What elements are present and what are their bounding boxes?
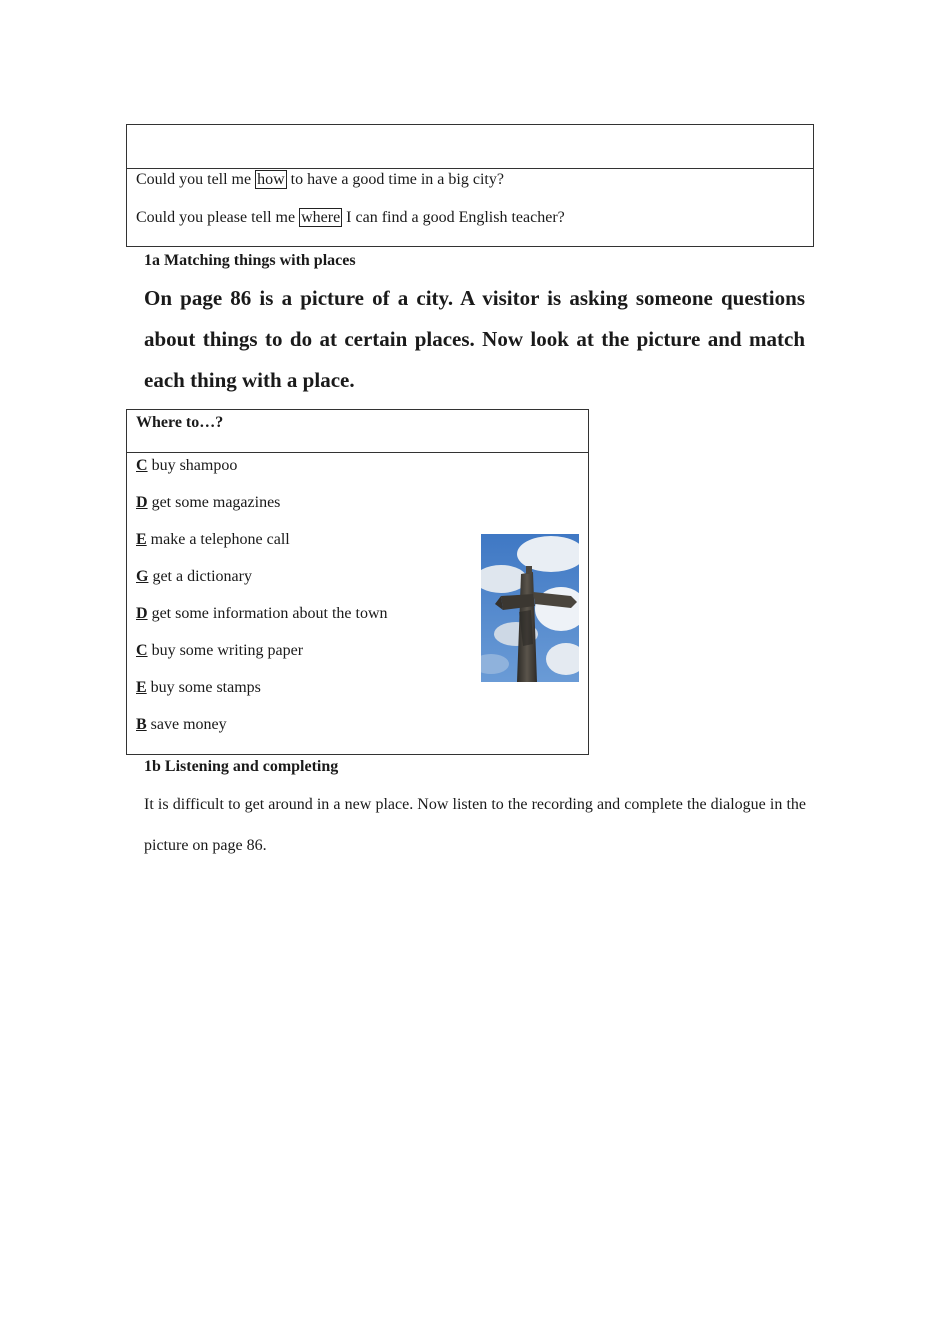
item-text: buy shampoo [151, 457, 238, 474]
section-1a-heading: 1a Matching things with places [144, 252, 356, 269]
list-item [136, 568, 252, 586]
list-item [136, 605, 388, 623]
example-line-2-end: I can find a good English teacher? [346, 209, 565, 226]
example-line-2 [136, 209, 565, 227]
section-1b-heading: 1b Listening and completing [144, 758, 339, 775]
answer-letter: E [136, 531, 147, 548]
example-line-1 [136, 171, 504, 189]
example-box-header [127, 125, 813, 169]
list-item [136, 457, 237, 475]
boxed-word-where: where [301, 209, 341, 226]
matching-table [126, 409, 589, 755]
item-text: buy some writing paper [151, 642, 304, 659]
list-item [136, 494, 280, 512]
section-1a-instruction: On page 86 is a picture of a city. A visitor is asking someone questions about things to do at certain places. Now look at the picture and match each thing with a place. [144, 286, 805, 392]
example-line-1-end: to have a good time in a big city? [290, 171, 504, 188]
item-text: get some magazines [151, 494, 281, 511]
item-text: make a telephone call [150, 531, 290, 548]
item-text: get some information about the town [151, 605, 388, 622]
section-1b-text: It is difficult to get around in a new place. Now listen to the recording and complete the dialogue in the picture on page 86. [144, 796, 806, 854]
list-item [136, 642, 303, 660]
boxed-word-how: how [257, 171, 285, 188]
matching-table-header: Where to…? [127, 410, 588, 453]
example-line-1-start: Could you tell me [136, 171, 252, 188]
item-text: buy some stamps [150, 679, 261, 696]
example-box [126, 124, 814, 247]
answer-letter: B [136, 716, 147, 733]
signpost-image [481, 534, 579, 682]
example-line-2-start: Could you please tell me [136, 209, 296, 226]
answer-letter: C [136, 457, 148, 474]
answer-letter: D [136, 605, 148, 622]
item-text: get a dictionary [152, 568, 252, 585]
answer-letter: G [136, 568, 149, 585]
answer-letter: C [136, 642, 148, 659]
list-item [136, 679, 261, 697]
list-item [136, 531, 290, 549]
item-text: save money [150, 716, 227, 733]
list-item [136, 716, 227, 734]
answer-letter: E [136, 679, 147, 696]
answer-letter: D [136, 494, 148, 511]
